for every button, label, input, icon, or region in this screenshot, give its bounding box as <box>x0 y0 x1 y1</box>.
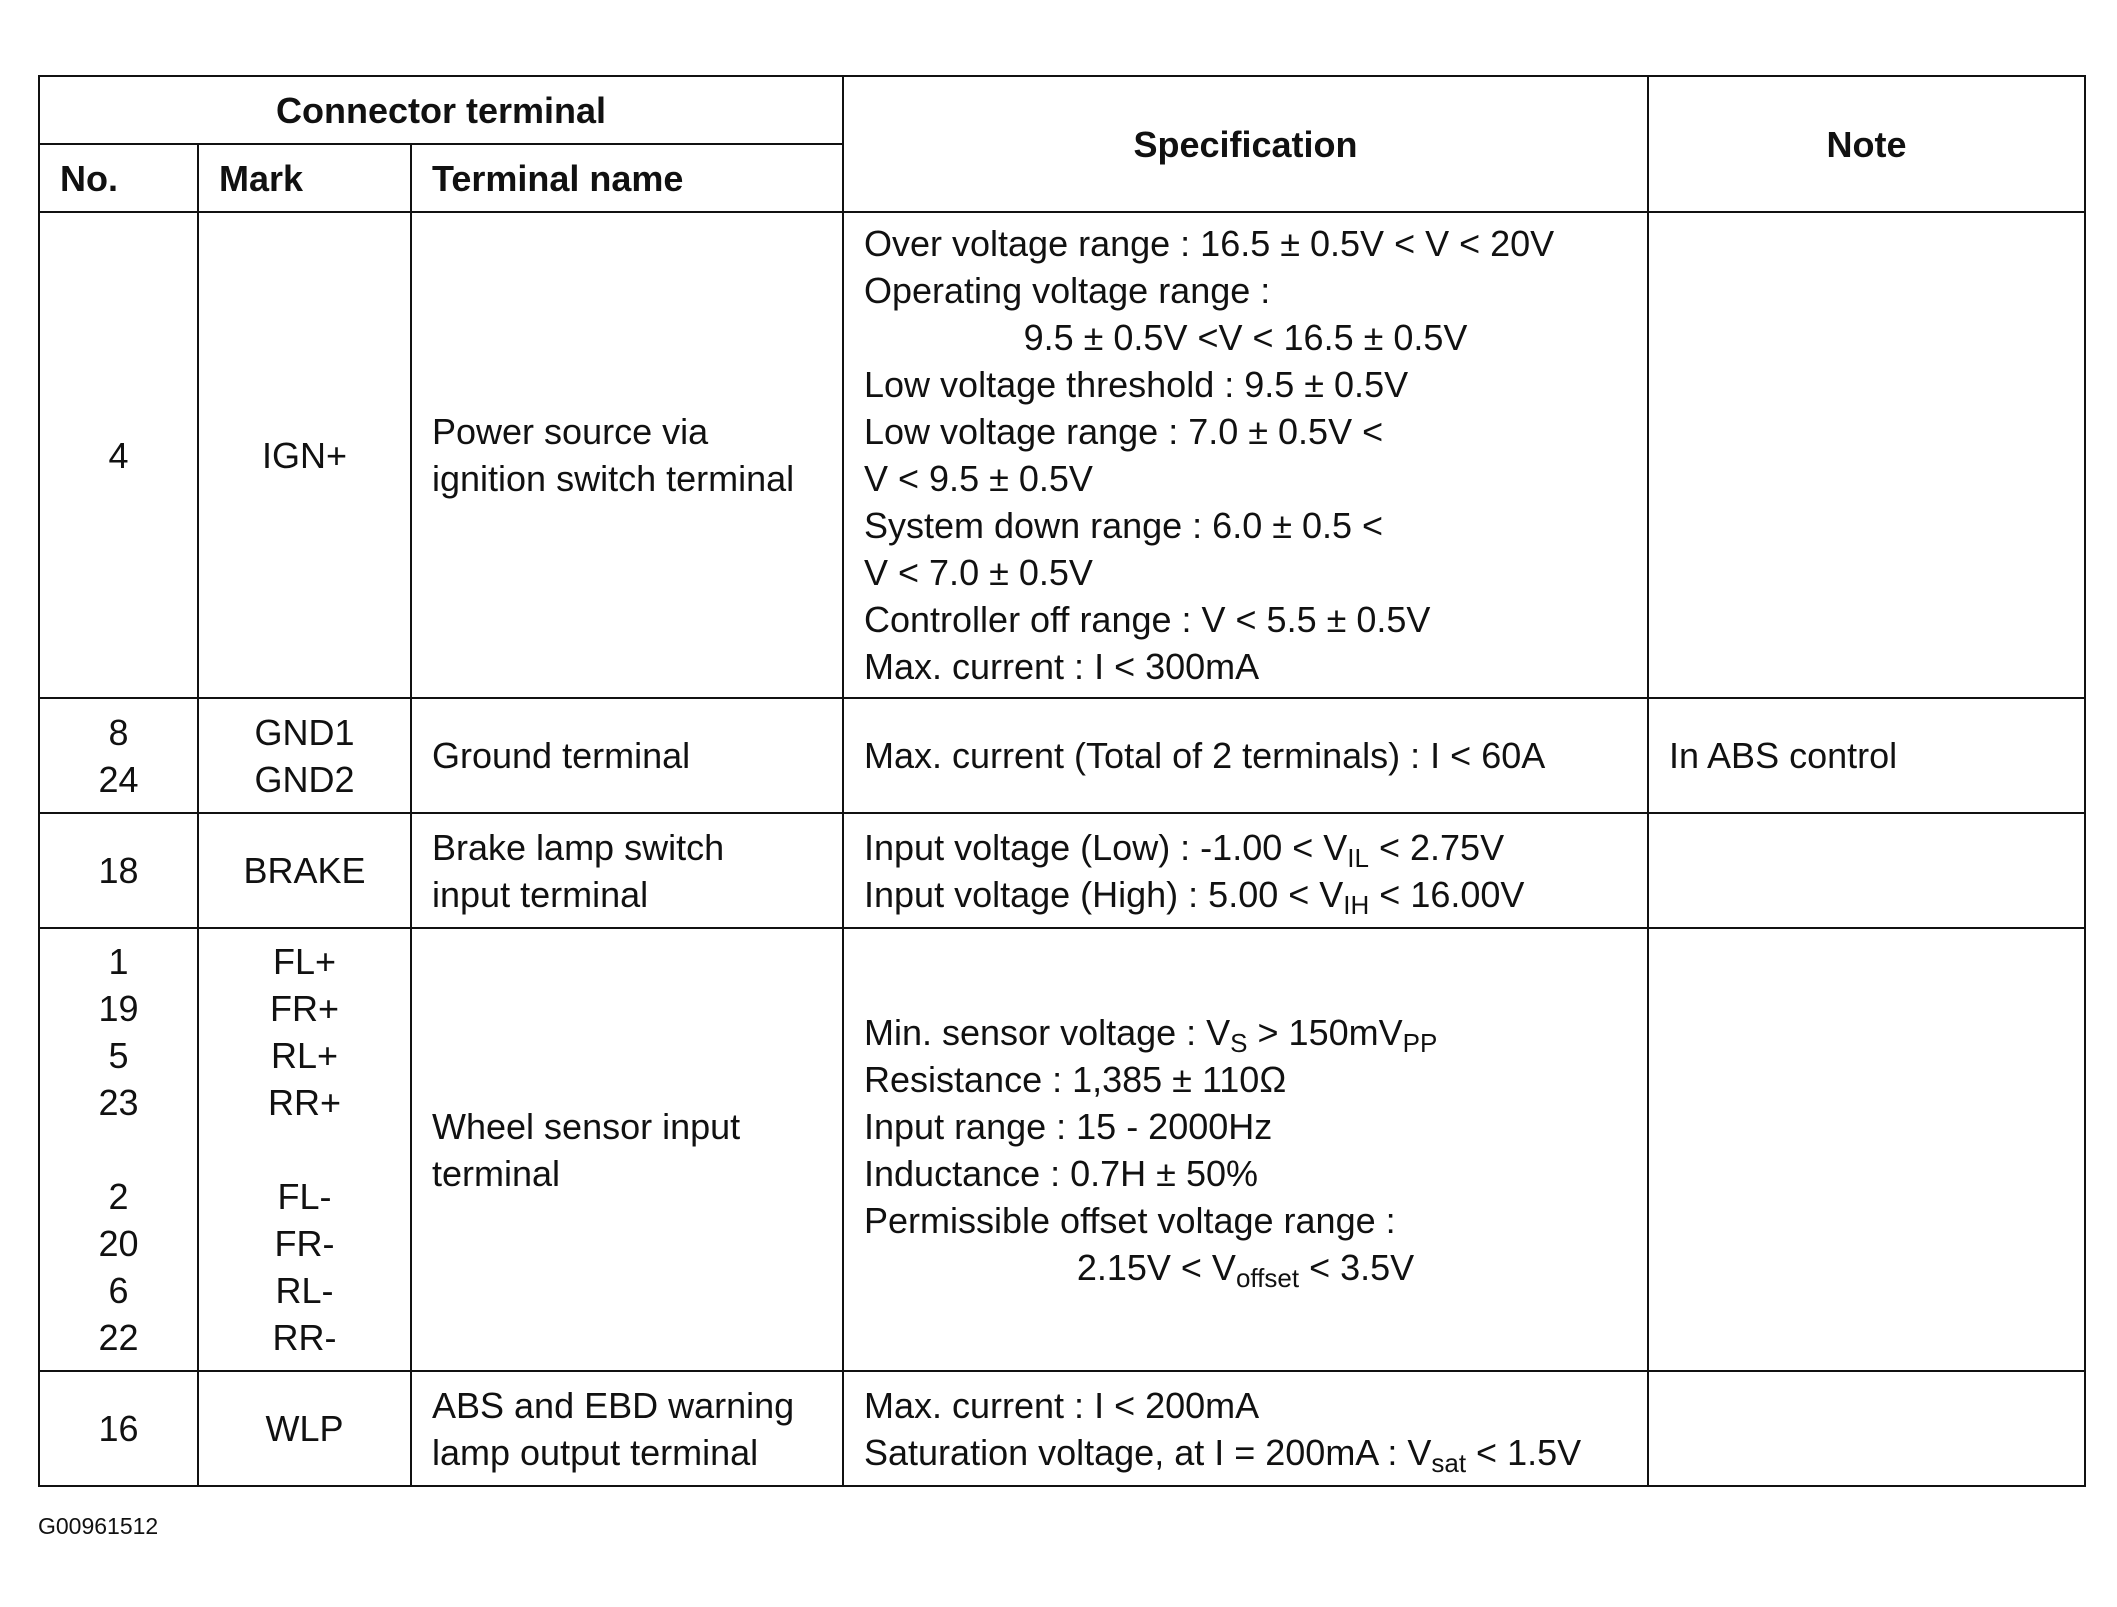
spec-line: Low voltage threshold : 9.5 ± 0.5V <box>864 364 1409 405</box>
spec-line: V < 7.0 ± 0.5V <box>864 552 1093 593</box>
terminal-name-line: ABS and EBD warning <box>432 1384 795 1426</box>
table-row <box>39 928 2085 1371</box>
terminal-number: 8 <box>108 711 129 753</box>
spec-line: Max. current : I < 300mA <box>864 646 1260 687</box>
spec-line: Input voltage (Low) : $-1.00 < V_{IL} < 2.75V$ <box>864 826 1505 873</box>
terminal-name-line: lamp output terminal <box>432 1431 759 1473</box>
terminal-number-cell <box>39 212 198 698</box>
table-row <box>39 212 2085 698</box>
spec-line: V < 9.5 ± 0.5V <box>864 458 1093 499</box>
header-mark: Mark <box>198 144 411 212</box>
header-note: Note <box>1648 76 2085 212</box>
note-cell <box>1648 813 2085 928</box>
specification-cell <box>843 698 1648 813</box>
terminal-mark: FR- <box>274 1223 335 1264</box>
terminal-mark-cell <box>198 928 411 1371</box>
terminal-number: 20 <box>98 1223 139 1264</box>
note-cell <box>1648 1371 2085 1486</box>
terminal-number: 16 <box>98 1408 139 1449</box>
terminal-mark: RL+ <box>270 1035 339 1076</box>
header-terminal-name: Terminal name <box>411 144 843 212</box>
terminal-name-line: ignition switch terminal <box>432 458 795 499</box>
terminal-number: 23 <box>98 1082 139 1123</box>
terminal-name-line: Power source via <box>432 411 709 452</box>
terminal-mark-cell <box>198 212 411 698</box>
terminal-number-cell <box>39 928 198 1371</box>
terminal-mark: RR- <box>272 1317 337 1358</box>
table-row <box>39 698 2085 813</box>
terminal-name-line: Wheel sensor input <box>432 1105 741 1147</box>
figure-code: G00961512 <box>38 1513 159 1539</box>
terminal-number-cell <box>39 813 198 928</box>
spec-line: 9.5 ± 0.5V <V < 16.5 ± 0.5V <box>1023 317 1468 358</box>
table-row <box>39 1371 2085 1486</box>
spec-line: Saturation voltage, at I = 200mA : $V_{sat} < 1.5V$ <box>864 1431 1582 1478</box>
terminal-mark-cell <box>198 1371 411 1486</box>
terminal-mark: RL- <box>275 1270 334 1311</box>
spec-line: Input voltage (High) : $5.00 < V_{IH} < 16.00V$ <box>864 873 1525 920</box>
note-cell: In ABS control <box>1648 698 2085 813</box>
spec-line: Low voltage range : 7.0 ± 0.5V < <box>864 411 1384 452</box>
terminal-mark: RR+ <box>267 1082 342 1123</box>
terminal-mark-cell <box>198 698 411 813</box>
header-no: No. <box>39 144 198 212</box>
spec-line: Operating voltage range : <box>864 270 1271 311</box>
spec-line: Controller off range : V < 5.5 ± 0.5V <box>864 599 1431 640</box>
specification-cell <box>843 813 1648 928</box>
terminal-number: 18 <box>98 850 139 891</box>
specification-cell <box>843 1371 1648 1486</box>
terminal-number: 5 <box>108 1035 129 1076</box>
terminal-number: 6 <box>108 1270 129 1311</box>
terminal-number-cell <box>39 1371 198 1486</box>
terminal-mark: FL+ <box>272 941 337 982</box>
spec-line: System down range : 6.0 ± 0.5 < <box>864 505 1384 546</box>
terminal-number: 4 <box>108 434 129 476</box>
terminal-number: 1 <box>108 941 129 982</box>
header-specification: Specification <box>843 76 1648 212</box>
spec-line: Resistance : 1,385 ± 110Ω <box>864 1058 1287 1100</box>
table-row <box>39 813 2085 928</box>
terminal-name-line: Brake lamp switch <box>432 826 725 868</box>
terminal-mark: GND2 <box>254 758 355 800</box>
terminal-name-cell <box>411 813 843 928</box>
spec-line: $2.15V < V_{offset} < 3.5V$ <box>1076 1246 1415 1293</box>
terminal-name-cell <box>411 698 843 813</box>
terminal-name-cell <box>411 1371 843 1486</box>
terminal-name-line: Ground terminal <box>432 735 691 776</box>
terminal-mark-cell <box>198 813 411 928</box>
spec-line: Max. current (Total of 2 terminals) : I < 60A <box>864 735 1546 776</box>
terminal-number: 24 <box>98 758 139 800</box>
spec-line: Max. current : I < 200mA <box>864 1384 1260 1426</box>
spec-line: Over voltage range : 16.5 ± 0.5V < V < 20V <box>864 223 1555 264</box>
terminal-mark: IGN+ <box>261 434 348 476</box>
spec-line: Input range : 15 - 2000Hz <box>864 1105 1273 1147</box>
spec-line: Permissible offset voltage range : <box>864 1199 1396 1241</box>
spec-line: Min. sensor voltage : $V_S > 150mV_{PP}$ <box>864 1011 1438 1058</box>
terminal-number: 2 <box>108 1176 129 1217</box>
terminal-name-line: input terminal <box>432 873 649 915</box>
terminal-mark: FL- <box>277 1176 332 1217</box>
spec-line: Inductance : 0.7H ± 50% <box>864 1152 1258 1194</box>
terminal-mark: BRAKE <box>243 850 366 891</box>
terminal-mark: WLP <box>265 1408 344 1449</box>
connector-spec-table <box>38 75 2086 1487</box>
terminal-name-line: terminal <box>432 1152 561 1194</box>
terminal-number: 22 <box>98 1317 139 1358</box>
note-cell <box>1648 212 2085 698</box>
terminal-number-cell <box>39 698 198 813</box>
terminal-number: 19 <box>98 988 139 1029</box>
note-cell <box>1648 928 2085 1371</box>
header-connector-terminal: Connector terminal <box>39 76 843 144</box>
terminal-name-cell <box>411 928 843 1371</box>
specification-cell <box>843 212 1648 698</box>
terminal-mark: GND1 <box>254 711 355 753</box>
specification-cell <box>843 928 1648 1371</box>
terminal-mark: FR+ <box>269 988 339 1029</box>
terminal-name-cell <box>411 212 843 698</box>
